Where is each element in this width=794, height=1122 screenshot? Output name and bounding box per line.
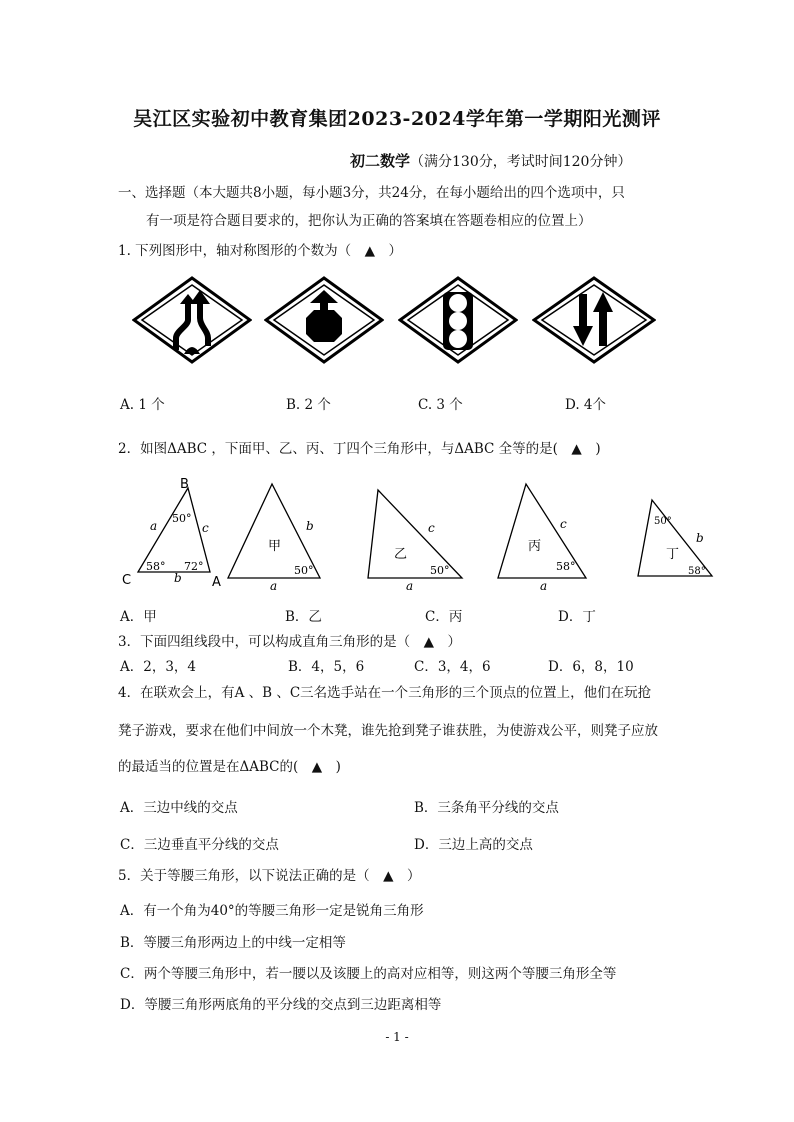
section-heading-line2: 有一项是符合题目要求的，把你认为正确的答案填在答题卷相应的位置上） (146, 213, 592, 229)
bing-label: 丙 (528, 539, 542, 554)
vertex-a-label: A (212, 575, 221, 590)
q4-option-c[interactable]: C．三边垂直平分线的交点 (120, 837, 279, 853)
ding-angle-bottom-label: 58° (688, 566, 706, 577)
ding-angle-top-label: 50° (654, 516, 672, 527)
q3-option-b[interactable]: B．4，5，6 (288, 659, 365, 675)
q2-stem: 2．如图ΔABC ，下面甲、乙、丙、丁四个三角形中，与ΔABC 全等的是( ▲ ) (118, 441, 601, 457)
q3-option-d[interactable]: D．6，8，10 (548, 659, 634, 675)
q2-option-b[interactable]: B．乙 (285, 609, 322, 625)
sign-merge-arrows-figure (132, 276, 252, 364)
ding-side-b-label: b (696, 531, 704, 545)
jia-side-a-label: a (270, 579, 278, 590)
triangle-bing-figure (490, 478, 594, 590)
yi-angle-label: 50° (430, 564, 450, 577)
bing-side-a-label: a (540, 579, 548, 590)
q1-option-b[interactable]: B. 2 个 (286, 397, 331, 413)
q2-option-c[interactable]: C．丙 (425, 609, 463, 625)
yi-side-a-label: a (406, 579, 414, 590)
q4-option-a[interactable]: A．三边中线的交点 (120, 800, 238, 816)
yi-label: 乙 (394, 547, 408, 562)
q3-option-a[interactable]: A．2，3，4 (120, 659, 197, 675)
bing-side-c-label: c (560, 517, 567, 531)
q1-option-d[interactable]: D. 4个 (565, 397, 607, 413)
q5-option-d[interactable]: D．等腰三角形两底角的平分线的交点到三边距离相等 (120, 997, 442, 1013)
q4-option-b[interactable]: B．三条角平分线的交点 (414, 800, 559, 816)
jia-label: 甲 (268, 539, 282, 554)
q5-option-c[interactable]: C．两个等腰三角形中，若一腰以及该腰上的高对应相等，则这两个等腰三角形全等 (120, 966, 617, 982)
sign-two-way-arrows-figure (532, 276, 656, 364)
jia-side-b-label: b (306, 519, 314, 533)
triangle-yi-figure (360, 486, 470, 590)
triangle-abc-figure (118, 474, 224, 590)
triangle-ding-figure (632, 494, 716, 582)
q3-stem: 3．下面四组线段中，可以构成直角三角形的是（ ▲ ） (118, 634, 461, 650)
exam-title: 吴江区实验初中教育集团2023-2024学年第一学期阳光测评 (133, 108, 661, 130)
q4-stem-line3: 的最适当的位置是在ΔABC的( ▲ ) (118, 759, 341, 775)
q2-option-a[interactable]: A．甲 (120, 609, 157, 625)
q2-option-d[interactable]: D．丁 (558, 609, 596, 625)
yi-side-c-label: c (428, 521, 435, 535)
q4-option-d[interactable]: D．三边上高的交点 (414, 837, 533, 853)
q5-stem: 5．关于等腰三角形，以下说法正确的是（ ▲ ） (118, 868, 421, 884)
side-a-label: a (150, 519, 158, 533)
q1-option-a[interactable]: A. 1 个 (120, 397, 165, 413)
angle-b-label: 50° (172, 512, 192, 525)
vertex-b-label: B (180, 477, 189, 492)
q1-option-c[interactable]: C. 3 个 (418, 397, 463, 413)
sign-traffic-light-figure (398, 276, 518, 364)
side-b-label: b (174, 571, 182, 585)
page-number: - 1 - (385, 1030, 409, 1044)
q5-option-a[interactable]: A．有一个角为40°的等腰三角形一定是锐角三角形 (120, 903, 424, 919)
triangle-jia-figure (222, 476, 326, 590)
q5-option-b[interactable]: B．等腰三角形两边上的中线一定相等 (120, 935, 346, 951)
q4-stem-line1: 4．在联欢会上，有A 、B 、C三名选手站在一个三角形的三个顶点的位置上，他们在玩抢 (118, 685, 652, 701)
q3-option-c[interactable]: C．3，4，6 (414, 659, 491, 675)
q4-stem-line2: 凳子游戏，要求在他们中间放一个木凳，谁先抢到凳子谁获胜，为使游戏公平，则凳子应放 (118, 723, 658, 739)
ding-label: 丁 (666, 547, 680, 562)
vertex-c-label: C (122, 573, 132, 588)
q1-stem: 1. 下列图形中，轴对称图形的个数为（ ▲ ） (118, 243, 403, 259)
exam-subtitle (350, 150, 631, 171)
side-c-label: c (202, 521, 209, 535)
bing-angle-label: 58° (556, 560, 576, 573)
angle-a-label: 72° (184, 560, 204, 573)
jia-angle-label: 50° (294, 564, 314, 577)
sign-stop-arrow-figure (264, 276, 384, 364)
subject-label: 初二数学 (350, 152, 411, 170)
angle-c-label: 58° (146, 560, 166, 573)
exam-note: （满分130分，考试时间120分钟） (410, 154, 632, 170)
section-heading-line1: 一、选择题（本大题共8小题，每小题3分，共24分，在每小题给出的四个选项中，只 (118, 185, 625, 201)
